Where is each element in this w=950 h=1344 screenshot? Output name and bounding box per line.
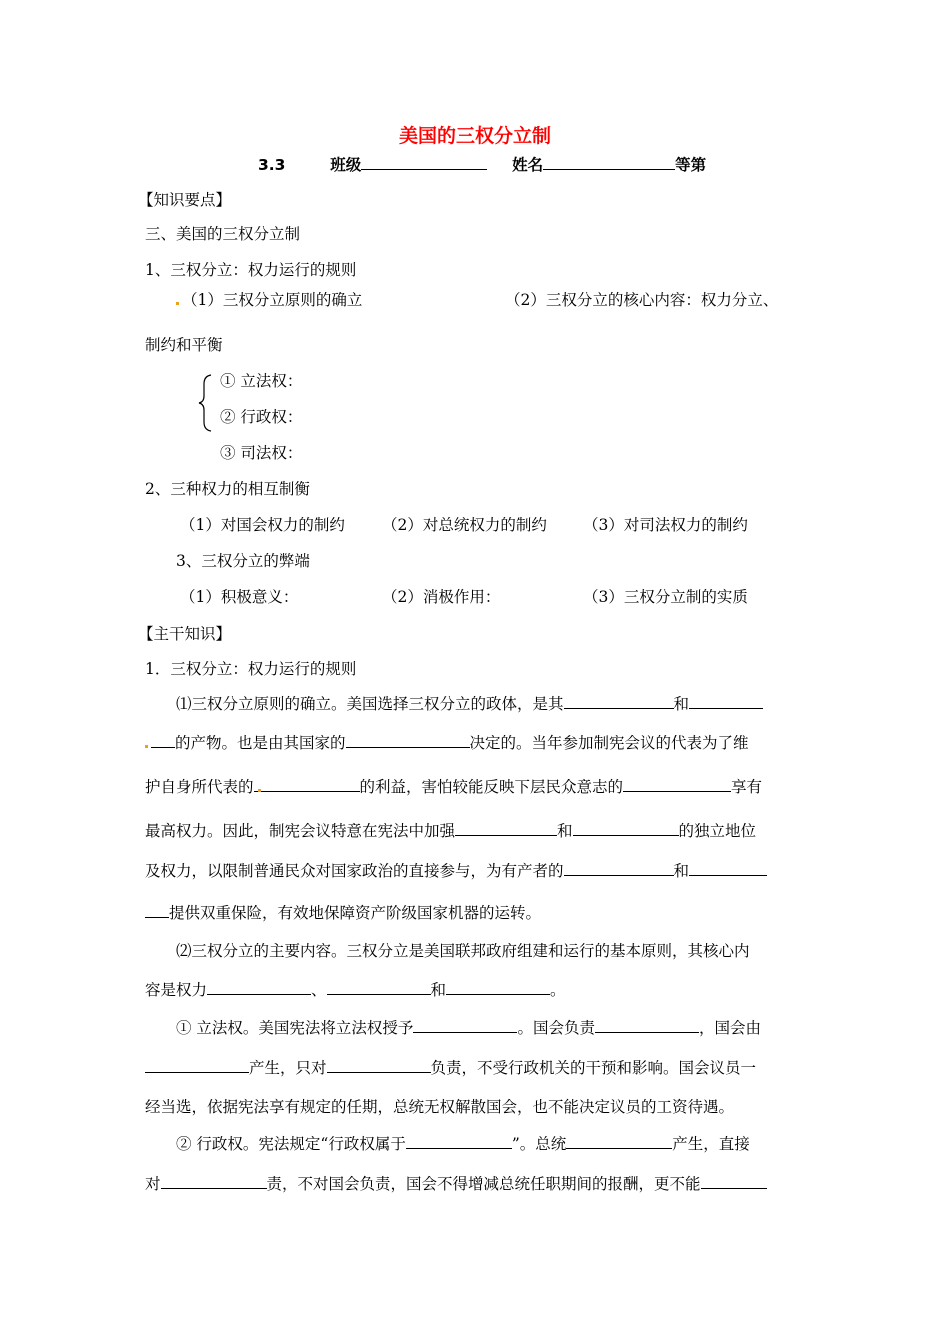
fill-blank[interactable] <box>623 777 731 792</box>
class-blank[interactable] <box>361 155 487 170</box>
fill-blank[interactable] <box>327 1058 431 1073</box>
fill-blank[interactable] <box>689 861 767 876</box>
fill-blank[interactable] <box>455 821 557 836</box>
paragraph-line: 最高权力。因此，制宪会议特意在宪法中加强 和 的独立地位 <box>145 822 757 840</box>
kp-item-1-sub-1: （1）三权分立原则的确立 <box>176 290 362 310</box>
fill-blank[interactable] <box>327 980 431 995</box>
mark-icon <box>176 302 179 305</box>
paragraph-line: 提供双重保险，有效地保障资产阶级国家机器的运转。 <box>145 903 541 923</box>
brace-icon <box>198 374 212 432</box>
section-heading: 三、美国的三权分立制 <box>145 225 301 243</box>
fill-blank[interactable] <box>564 861 674 876</box>
paragraph-line: 经当选，依据宪法享有规定的任期，总统无权解散国会，也不能决定议员的工资待遇。 <box>145 1098 735 1116</box>
fill-blank[interactable] <box>595 1018 699 1033</box>
kp-item-3-sub-1: （1）积极意义： <box>180 588 299 606</box>
fill-blank[interactable] <box>406 1134 512 1149</box>
fill-blank[interactable] <box>446 980 550 995</box>
kp-item-2: 2、三种权力的相互制衡 <box>145 480 310 498</box>
paragraph-line: 的产物。也是由其国家的 决定的。当年参加制宪会议的代表为了维 <box>145 733 749 753</box>
paragraph-line: ① 立法权。美国宪法将立法权授予 。国会负责 ，国会由 <box>176 1019 761 1037</box>
class-label: 班级 <box>330 156 362 174</box>
power-legislative: ① 立法权： <box>220 372 303 390</box>
mark-icon <box>258 789 261 792</box>
kp-item-2-sub-1: （1）对国会权力的制约 <box>180 516 345 534</box>
fill-blank[interactable] <box>145 1058 249 1073</box>
knowledge-heading: 【知识要点】 <box>138 191 232 209</box>
fill-blank[interactable] <box>701 1174 767 1189</box>
paragraph-line: ⑵三权分立的主要内容。三权分立是美国联邦政府组建和运行的基本原则，其核心内 <box>176 942 750 960</box>
kp-item-3: 3、三权分立的弊端 <box>176 552 310 570</box>
kp-item-1: 1、三权分立：权力运行的规则 <box>145 261 357 279</box>
paragraph-line: 容是权力 、 和 。 <box>145 981 566 999</box>
paragraph-line: 及权力，以限制普通民众对国家政治的直接参与，为有产者的 和 <box>145 861 767 881</box>
fill-blank[interactable] <box>145 903 169 918</box>
kp-item-3-sub-2: （2）消极作用： <box>382 588 501 606</box>
lesson-number: 3.3 <box>258 156 286 174</box>
power-judicial: ③ 司法权： <box>220 444 303 462</box>
fill-blank[interactable] <box>161 1174 267 1189</box>
kp-item-1-sub-2: （2）三权分立的核心内容：权力分立、 <box>505 291 779 309</box>
mark-icon <box>145 745 148 748</box>
paragraph-line: ⑴三权分立原则的确立。美国选择三权分立的政体，是其 和 <box>176 694 763 714</box>
kp-item-3-sub-3: （3）三权分立制的实质 <box>583 588 748 606</box>
fill-blank[interactable] <box>566 1134 672 1149</box>
kp-item-2-sub-3: （3）对司法权力的制约 <box>583 516 748 534</box>
fill-blank[interactable] <box>689 694 763 709</box>
page-title: 美国的三权分立制 <box>398 125 551 147</box>
fill-blank[interactable] <box>207 980 311 995</box>
main-item-1: 1．三权分立：权力运行的规则 <box>145 660 357 678</box>
paragraph-line: 护自身所代表的 的利益，害怕较能反映下层民众意志的 享有 <box>145 778 763 796</box>
kp-item-1-sub-2-cont: 制约和平衡 <box>145 336 223 354</box>
power-executive: ② 行政权： <box>220 408 303 426</box>
fill-blank[interactable] <box>573 821 679 836</box>
fill-blank[interactable] <box>346 733 470 748</box>
grade-label: 等第 <box>675 156 707 174</box>
fill-blank[interactable] <box>564 694 674 709</box>
fill-blank[interactable] <box>413 1018 517 1033</box>
paragraph-line: 对 责，不对国会负责，国会不得增减总统任职期间的报酬，更不能 <box>145 1174 767 1194</box>
fill-blank[interactable] <box>151 733 175 748</box>
name-blank[interactable] <box>543 155 675 170</box>
header-line <box>258 153 706 175</box>
paragraph-line: ② 行政权。宪法规定“行政权属于 ”。总统 产生，直接 <box>176 1135 750 1153</box>
paragraph-line: 产生，只对 负责，不受行政机关的干预和影响。国会议员一 <box>145 1058 756 1078</box>
kp-item-2-sub-2: （2）对总统权力的制约 <box>382 516 547 534</box>
main-heading: 【主干知识】 <box>138 625 232 643</box>
name-label: 姓名 <box>512 156 544 174</box>
fill-blank[interactable] <box>254 777 360 792</box>
